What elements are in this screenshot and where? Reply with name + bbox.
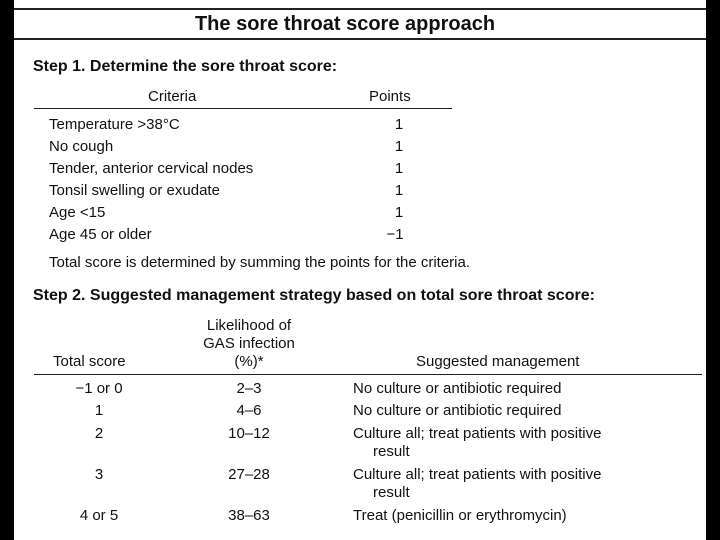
title-text: The sore throat score approach: [194, 13, 496, 35]
document-title: [14, 8, 706, 40]
step2-heading: Step 2. Suggested management strategy based on total sore throat score:: [33, 287, 595, 304]
criteria-cell: Temperature >38°C: [49, 116, 180, 133]
step1-col-points: Points: [369, 88, 411, 105]
step2-col-total-score: Total score: [53, 353, 126, 370]
score-cell: 2: [94, 425, 104, 442]
management-cell: No culture or antibiotic required: [353, 402, 562, 419]
management-cell: Treat (penicillin or erythromycin): [353, 507, 567, 524]
score-cell: −1 or 0: [75, 380, 123, 397]
step1-col-criteria: Criteria: [148, 88, 197, 105]
points-cell: 1: [394, 138, 404, 155]
points-cell: 1: [394, 204, 404, 221]
likelihood-cell: 4–6: [236, 402, 262, 419]
criteria-cell: Age 45 or older: [49, 226, 152, 243]
criteria-cell: Tonsil swelling or exudate: [49, 182, 220, 199]
points-cell: 1: [394, 116, 404, 133]
likelihood-cell: 27–28: [228, 466, 270, 483]
likelihood-cell: 10–12: [228, 425, 270, 442]
management-cell: No culture or antibiotic required: [353, 380, 562, 397]
step1-note: Total score is determined by summing the points for the criteria.: [49, 254, 471, 271]
likelihood-cell: 38–63: [228, 507, 270, 524]
criteria-cell: No cough: [49, 138, 114, 155]
management-cell: Culture all; treat patients with positive: [353, 466, 602, 483]
step1-heading: Step 1. Determine the sore throat score:: [33, 58, 338, 75]
step2-col-likelihood-line1: Likelihood of: [206, 317, 292, 334]
management-cell-continuation: result: [373, 443, 410, 460]
points-cell: 1: [394, 160, 404, 177]
management-cell: Culture all; treat patients with positive: [353, 425, 602, 442]
score-cell: 1: [94, 402, 104, 419]
criteria-cell: Age <15: [49, 204, 106, 221]
points-cell: 1: [394, 182, 404, 199]
score-cell: 4 or 5: [79, 507, 119, 524]
step2-header-rule: [34, 374, 702, 375]
step2-col-likelihood-line3: (%)*: [234, 353, 264, 370]
step1-header-rule: [34, 108, 452, 109]
step2-col-likelihood-line2: GAS infection: [203, 335, 295, 352]
likelihood-cell: 2–3: [236, 380, 262, 397]
criteria-cell: Tender, anterior cervical nodes: [49, 160, 254, 177]
score-cell: 3: [94, 466, 104, 483]
step2-col-management: Suggested management: [416, 353, 580, 370]
management-cell-continuation: result: [373, 484, 410, 501]
document-page: [14, 0, 706, 540]
points-cell: −1: [386, 226, 404, 243]
